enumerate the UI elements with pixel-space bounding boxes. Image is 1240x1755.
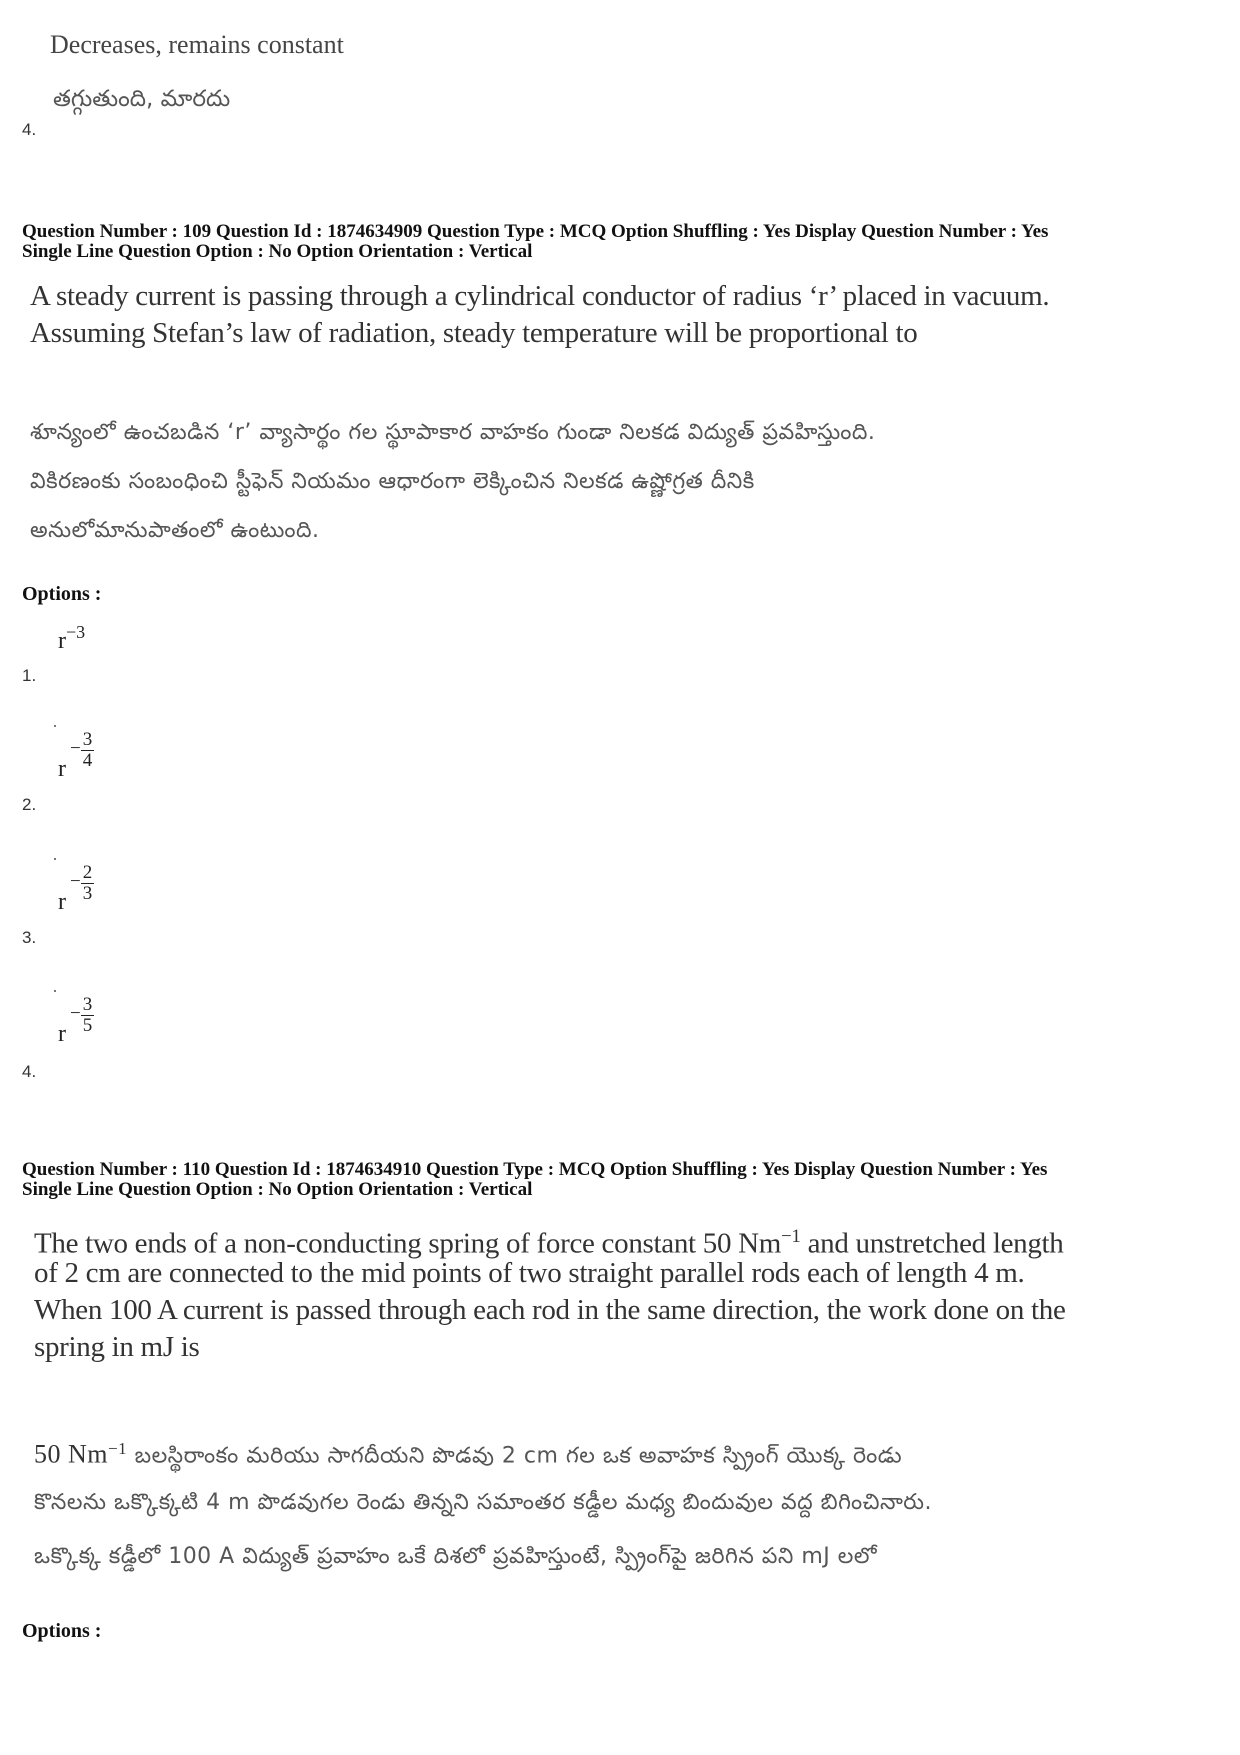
q109-option-2-denominator: 4 — [82, 750, 93, 771]
q110-english-line3: When 100 A current is passed through each rod in the same direction, the work done on the — [34, 1294, 1066, 1326]
q109-english-line1: A steady current is passing through a cylindrical conductor of radius ‘r’ placed in vacuum. — [30, 280, 1050, 312]
q110-options-label: Options : — [22, 1620, 102, 1642]
q109-option-3-base: r — [58, 889, 66, 916]
q109-option-4-number: 4. — [22, 1062, 37, 1081]
q109-option-4-dot — [54, 990, 56, 992]
q110-english-line2: of 2 cm are connected to the mid points of two straight parallel rods each of length 4 m. — [34, 1257, 1025, 1289]
q109-option-2-dot — [54, 725, 56, 727]
q110-telugu-line2: కొనలను ఒక్కొక్కటి 4 m పొడవుగల రెండు తిన్నని సమాంతర కడ్డీల మధ్య బిందువుల వద్ద బిగించినారు. — [34, 1490, 932, 1515]
q110-telugu-line3: ఒక్కొక్క కడ్డీలో 100 A విద్యుత్ ప్రవాహం ఒకే దిశలో ప్రవహిస్తుంటే, స్ప్రింగ్‌పై జరిగిన పని mJ లలో — [34, 1544, 878, 1569]
q110-telugu-line1 — [34, 1424, 902, 1480]
q109-telugu-line3: అనులోమానుపాతంలో ఉంటుంది. — [30, 518, 320, 543]
q110-english-line1-b: and unstretched length — [800, 1227, 1064, 1260]
q109-option-3-numerator: 2 — [82, 862, 93, 883]
q109-option-1-exponent: −3 — [66, 622, 86, 642]
q109-telugu-line2: వికిరణంకు సంబంధించి స్టీఫెన్ నియమం ఆధారంగా లెక్కించిన నిలకడ ఉష్ణోగ్రత దీనికి — [30, 469, 755, 494]
q109-option-4-numerator: 3 — [82, 994, 93, 1015]
prev-option-4-english: Decreases, remains constant — [50, 30, 344, 59]
q109-option-2-number: 2. — [22, 795, 37, 814]
q109-option-4-base: r — [58, 1021, 66, 1048]
q109-option-4-denominator: 5 — [82, 1015, 93, 1036]
q110-meta-line2: Single Line Question Option : No Option Orientation : Vertical — [22, 1179, 533, 1200]
q109-option-1-expression[interactable] — [58, 622, 85, 655]
q110-english-line4: spring in mJ is — [34, 1331, 200, 1363]
q109-option-1-base: r — [58, 628, 66, 654]
q109-option-3-denominator: 3 — [82, 883, 93, 904]
prev-option-4-telugu: తగ్గుతుంది, మారదు — [53, 86, 231, 112]
q109-option-1-number: 1. — [22, 666, 37, 685]
q110-english-line1-sup: −1 — [781, 1226, 801, 1247]
q109-telugu-line1: శూన్యంలో ఉంచబడిన ‘r’ వ్యాసార్థం గల స్థూపాకార వాహకం గుండా నిలకడ విద్యుత్ ప్రవహిస్తుంది. — [30, 420, 876, 445]
q109-option-2-sign: − — [70, 738, 81, 760]
q110-telugu-line1-sup: −1 — [108, 1439, 128, 1458]
q109-option-3-expression[interactable] — [58, 862, 94, 916]
q109-option-3-number: 3. — [22, 928, 37, 947]
q109-option-2-base: r — [58, 756, 66, 783]
q110-english-line1-a: The two ends of a non-conducting spring of force constant 50 Nm — [34, 1227, 781, 1260]
q109-option-2-numerator: 3 — [82, 729, 93, 750]
q109-option-3-sign: − — [70, 871, 81, 893]
prev-option-4-number: 4. — [22, 120, 37, 139]
q109-meta-line1: Question Number : 109 Question Id : 1874634909 Question Type : MCQ Option Shuffling : Yes Display Question Number : Yes — [22, 221, 1049, 242]
q110-telugu-line1-b: బలస్థిరాంకం మరియు సాగదీయని పొడవు 2 cm గల ఒక అవాహక స్ప్రింగ్ యొక్క రెండు — [127, 1443, 903, 1469]
q109-option-4-sign: − — [70, 1003, 81, 1025]
q110-telugu-line1-a: 50 Nm — [34, 1439, 108, 1469]
q109-option-3-dot — [54, 858, 56, 860]
q109-option-2-expression[interactable] — [58, 729, 94, 783]
q109-option-4-expression[interactable] — [58, 994, 94, 1048]
q109-meta-line2: Single Line Question Option : No Option Orientation : Vertical — [22, 241, 533, 262]
q109-english-line2: Assuming Stefan’s law of radiation, steady temperature will be proportional to — [30, 317, 918, 349]
q110-meta-line1: Question Number : 110 Question Id : 1874634910 Question Type : MCQ Option Shuffling : Yes Display Question Number : Yes — [22, 1159, 1048, 1180]
q109-options-label: Options : — [22, 583, 102, 605]
